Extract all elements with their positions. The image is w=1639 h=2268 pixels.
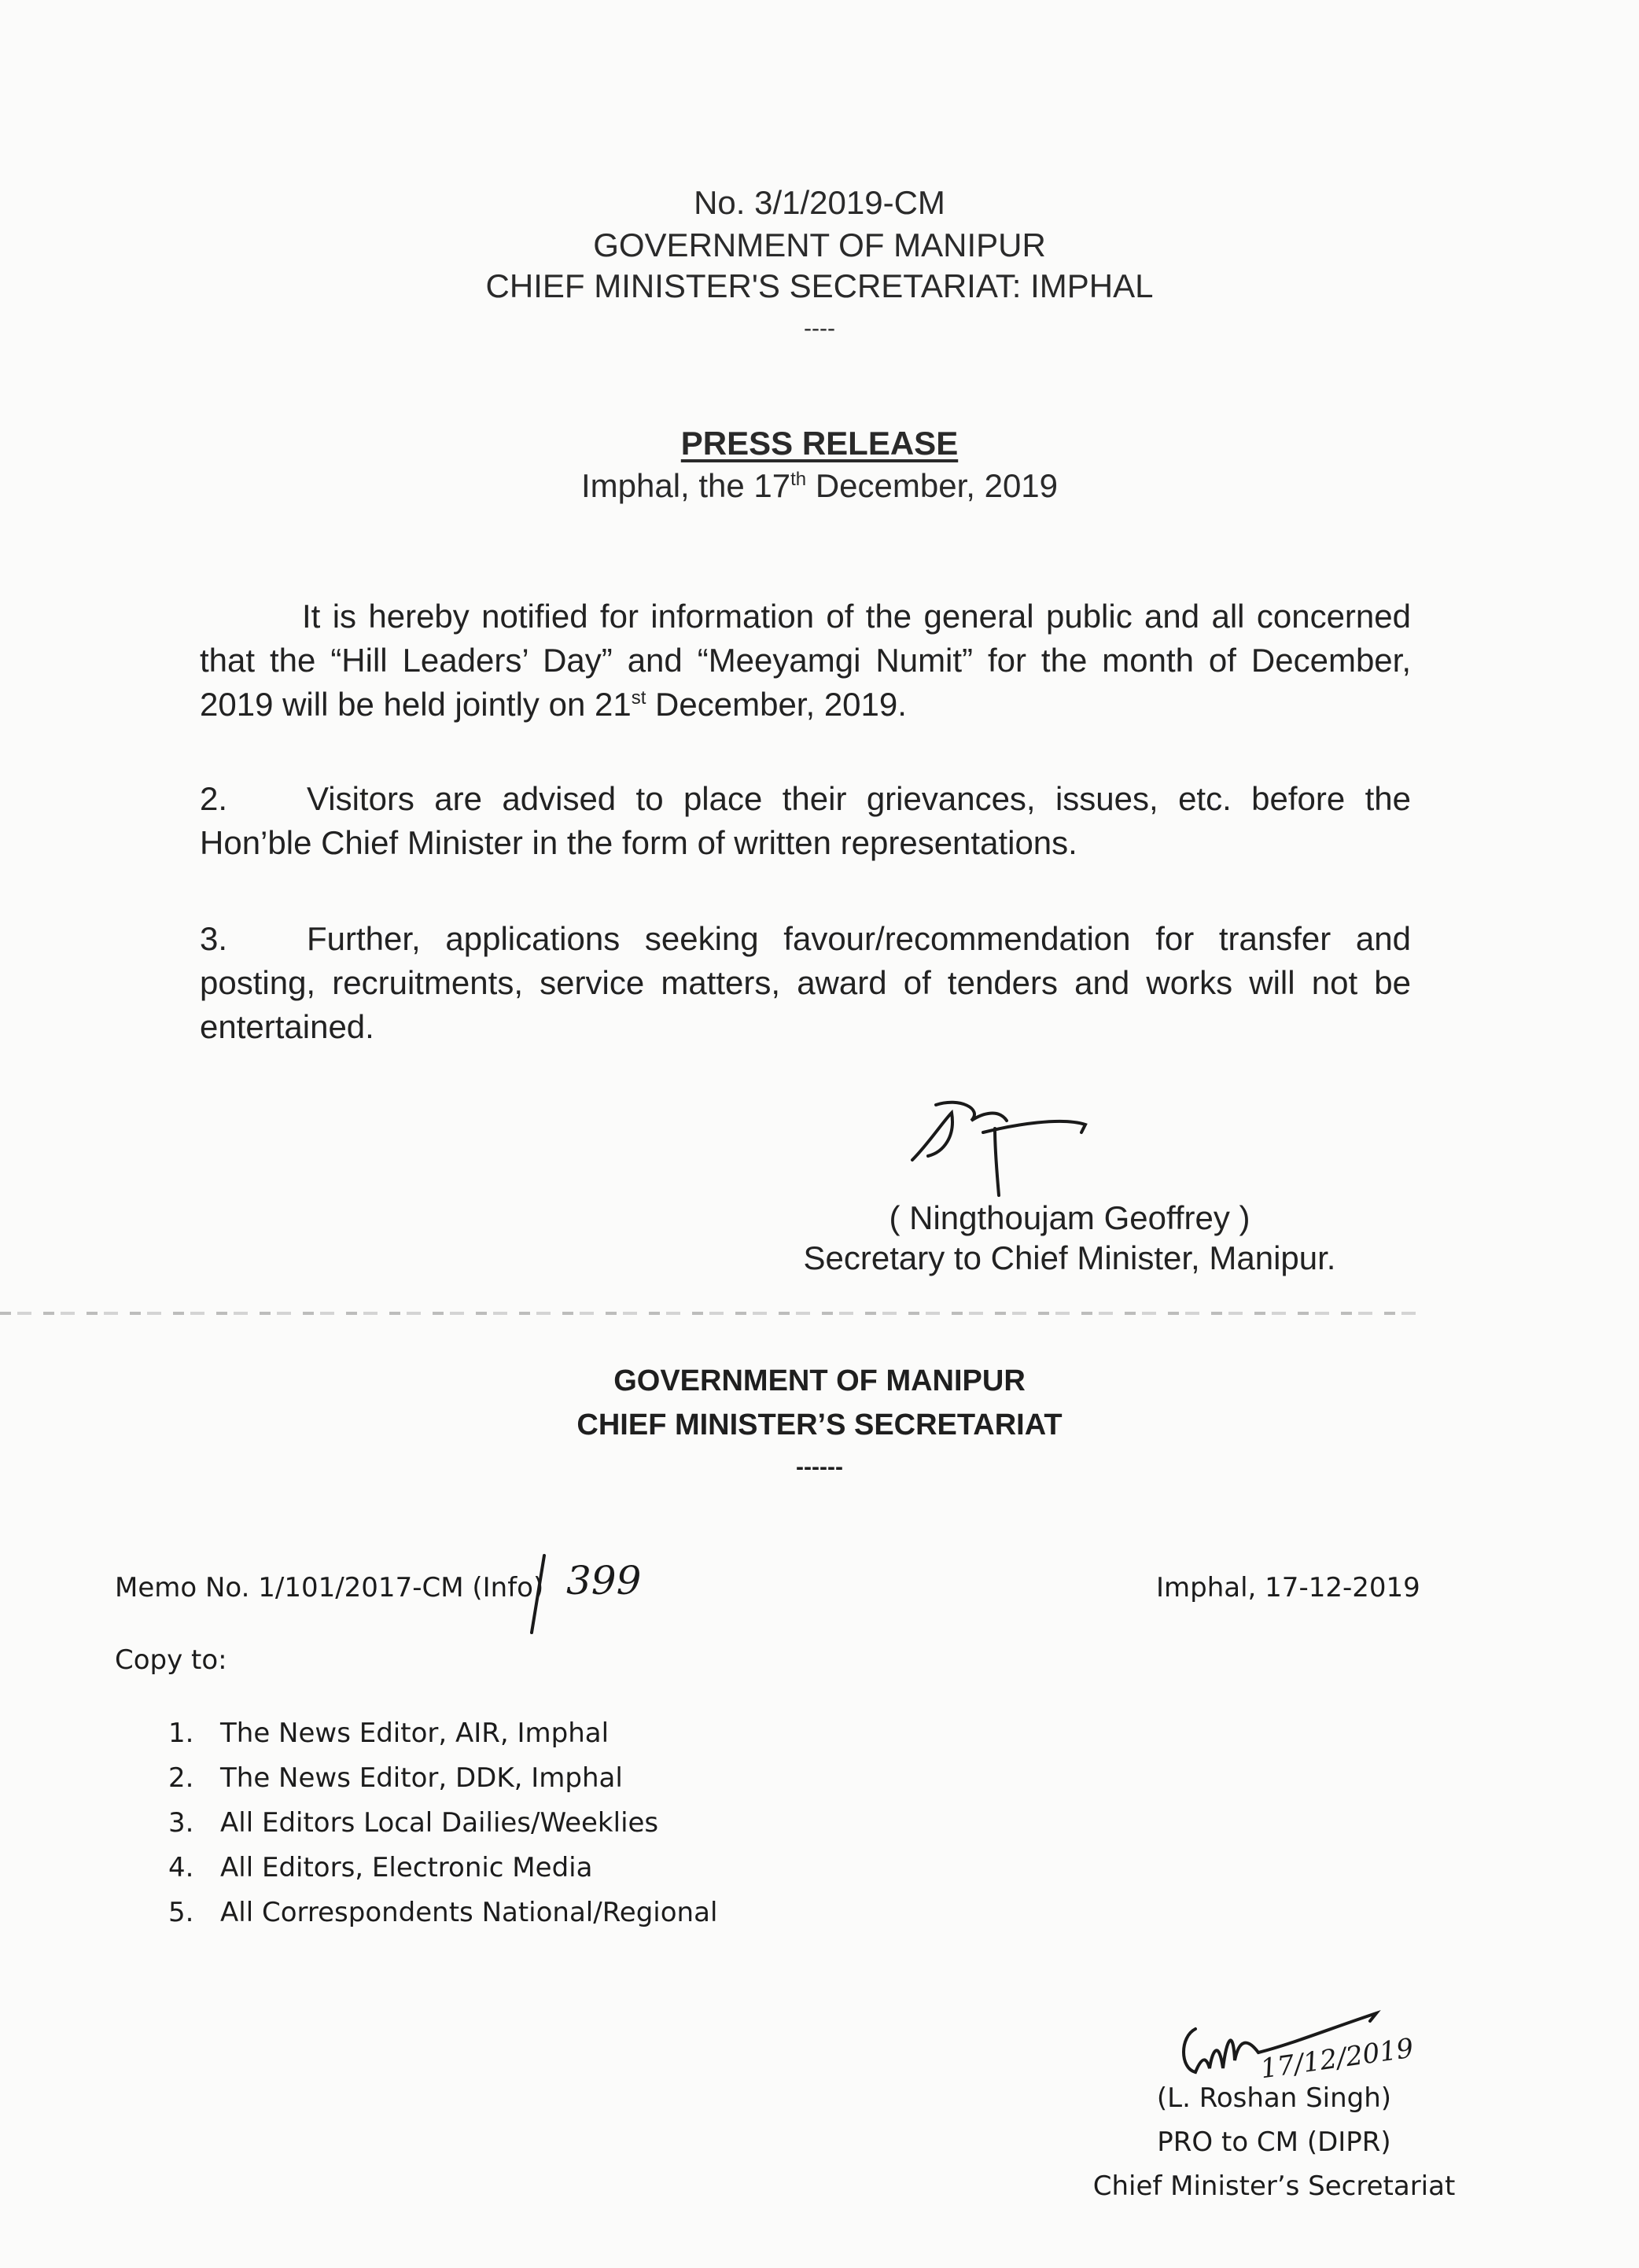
paragraph-3: 3. Further, applications seeking favour/recommendation for transfer and posting, recruitments, service matters, award of tenders and works will not be entertained. [200, 917, 1411, 1049]
recipients-list [168, 1711, 717, 1935]
endorsement-office-heading: CHIEF MINISTER’S SECRETARIAT [576, 1408, 1063, 1441]
paragraph-1: It is hereby notified for information of the general public and all concerned that the “Hill Leaders’ Day” and “Meeyamgi Numit” for the month of December, 2019 will be held jointly on 21st December, 2019. [200, 598, 1411, 723]
page-divider [0, 1312, 1416, 1315]
list-item: 3. All Editors Local Dailies/Weeklies [168, 1807, 659, 1839]
list-item: 5. All Correspondents National/Regional [168, 1897, 718, 1928]
reference-number: No. 3/1/2019-CM [694, 184, 945, 221]
memo-number: Memo No. 1/101/2017-CM (Info) [115, 1572, 544, 1603]
signatory-1-designation: Secretary to Chief Minister, Manipur. [803, 1239, 1336, 1276]
signatory-2-designation: PRO to CM (DIPR) [1157, 2126, 1391, 2158]
list-item: 2. The News Editor, DDK, Imphal [168, 1762, 623, 1794]
signatory-2-office: Chief Minister’s Secretariat [1092, 2170, 1456, 2202]
list-item: 1. The News Editor, AIR, Imphal [168, 1718, 610, 1749]
government-heading: GOVERNMENT OF MANIPUR [593, 226, 1046, 263]
copy-to-label: Copy to: [115, 1644, 227, 1676]
press-release-date: Imphal, the 17th December, 2019 [580, 467, 1059, 504]
signatory-1-name: ( Ningthoujam Geoffrey ) [889, 1199, 1250, 1236]
signature-image [897, 1089, 1101, 1199]
memo-handwritten-number: 399 [566, 1558, 642, 1603]
signatory-2-name: (L. Roshan Singh) [1156, 2082, 1392, 2114]
signature-2-handwritten-date: 17/12/2019 [1258, 2032, 1416, 2086]
list-item: 4. All Editors, Electronic Media [168, 1852, 593, 1883]
paragraph-2: 2. Visitors are advised to place their grievances, issues, etc. before the Hon’ble Chief Minister in the form of written representations. [200, 777, 1411, 865]
press-release-title: PRESS RELEASE [680, 425, 959, 462]
paragraph-3-number: 3. [200, 920, 228, 957]
memo-date: Imphal, 17-12-2019 [1156, 1572, 1420, 1603]
office-heading: CHIEF MINISTER'S SECRETARIAT: IMPHAL [485, 267, 1154, 304]
memo-slash-mark [525, 1551, 549, 1637]
endorsement-separator: ------ [796, 1454, 843, 1480]
paragraph-2-number: 2. [200, 780, 228, 817]
header-separator: ---- [804, 315, 835, 341]
endorsement-government-heading: GOVERNMENT OF MANIPUR [613, 1364, 1026, 1397]
